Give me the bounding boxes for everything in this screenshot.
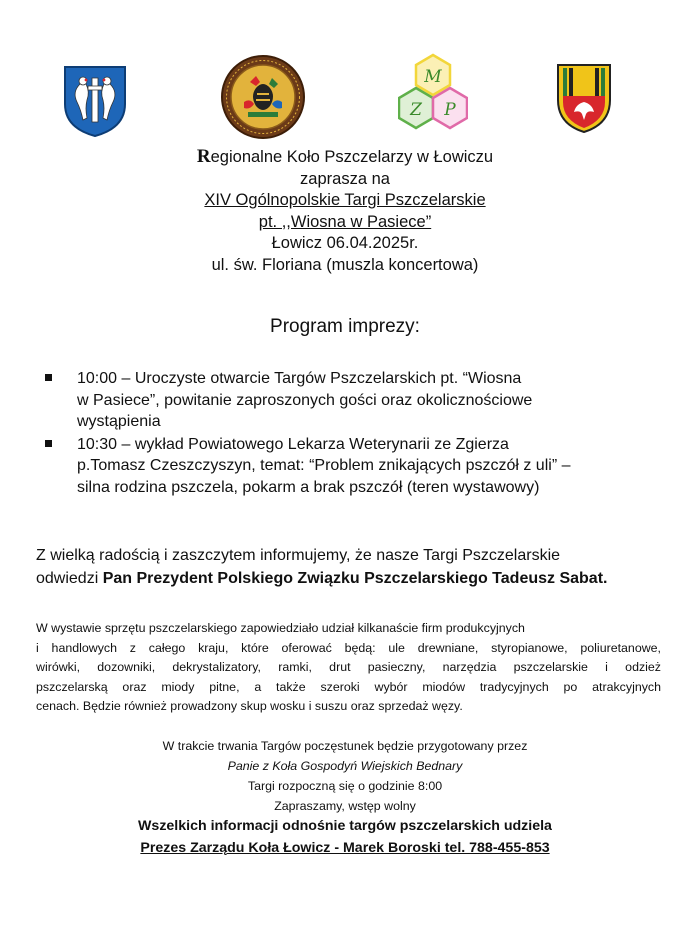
invites-line: zaprasza na <box>300 169 390 188</box>
logo-letter-p: P <box>444 100 456 120</box>
president-announcement <box>36 544 661 590</box>
start-time-line: Targi rozpoczną się o godzinie 8:00 <box>247 779 443 793</box>
contact-details: Prezes Zarządu Koła Łowicz - Marek Boroski tel. 788-455-853 <box>140 839 550 856</box>
invitation-line: Zapraszamy, wstęp wolny <box>274 799 416 813</box>
beekeepers-seal-icon <box>220 54 306 140</box>
announcement-line: Z wielką radością i zaszczytem informujemy, że nasze Targi Pszczelarskie <box>36 547 561 564</box>
paragraph-line: wirówki, dozowniki, dekrystalizatory, ramki, drut pasieczny, narzędzia pszczelarskie i odzież <box>36 660 661 674</box>
program-item-line: wystąpienia <box>77 413 161 430</box>
program-item-line: silna rodzina pszczela, pokarm a brak pszczół (teren wystawowy) <box>77 478 540 496</box>
program-item-line: w Pasiece”, powitanie zaproszonych gości oraz okolicznościowe <box>77 391 533 409</box>
paragraph-line: pszczelarską oraz miody pitne, a także szeroki wybór miodów tradycyjnych po atrakcyjnych <box>36 679 661 694</box>
contact-intro: Wszelkich informacji odnośnie targów pszczelarskich udziela <box>138 818 552 834</box>
organizer-line <box>0 146 690 169</box>
program-item-line: 10:30 – wykład Powiatowego Lekarza Weterynarii ze Zgierza <box>77 435 509 453</box>
program-item-line: p.Tomasz Czeszczyszyn, temat: “Problem znikających pszczół z uli” – <box>77 457 571 474</box>
exhibition-paragraph <box>36 619 661 717</box>
lowicz-county-crest-icon <box>62 64 128 138</box>
paragraph-line: cenach. Będzie również prowadzony skup wosku i suszu oraz sprzedaż węzy. <box>36 699 463 713</box>
president-name: Pan Prezydent Polskiego Związku Pszczelarskiego Tadeusz Sabat. <box>102 570 608 587</box>
refreshments-line: W trakcie trwania Targów poczęstunek będzie przygotowany przez <box>162 739 528 753</box>
logos-row <box>0 52 690 147</box>
paragraph-line: W wystawie sprzętu pszczelarskiego zapowiedziało udział kilkanaście firm produkcyjnych <box>36 621 525 635</box>
event-date: Łowicz 06.04.2025r. <box>271 234 419 252</box>
mzp-hexagon-logo-icon <box>398 52 468 138</box>
logo-letter-z: Z <box>410 100 422 120</box>
organizer-name: egionalne Koło Pszczelarzy w Łowiczu <box>210 148 494 166</box>
program-item <box>42 368 642 433</box>
logo-letter-m: M <box>424 67 442 87</box>
lowicz-city-crest-icon <box>555 62 613 134</box>
program-item-line: 10:00 – Uroczyste otwarcie Targów Pszczelarskich pt. “Wiosna <box>77 370 522 387</box>
bullet-square-icon <box>45 440 52 447</box>
hosts-line: Panie z Koła Gospodyń Wiejskich Bednary <box>227 759 463 773</box>
event-subtitle: pt. ,,Wiosna w Pasiece” <box>258 212 432 231</box>
paragraph-line: i handlowych z całego kraju, które oferować będą: ule drewniane, styropianowe, poliuretanowe, <box>36 640 661 655</box>
organizer-initial: R <box>196 146 211 167</box>
announcement-prefix: odwiedzi <box>36 570 103 587</box>
event-header <box>0 146 690 276</box>
bullet-square-icon <box>45 374 52 381</box>
program-item <box>42 434 642 499</box>
event-title: XIV Ogólnopolskie Targi Pszczelarskie <box>204 191 486 209</box>
program-list <box>42 368 642 499</box>
footer-info <box>0 736 690 859</box>
program-title: Program imprezy: <box>270 316 420 337</box>
announcement-line <box>36 567 661 590</box>
event-location: ul. św. Floriana (muszla koncertowa) <box>211 255 479 274</box>
